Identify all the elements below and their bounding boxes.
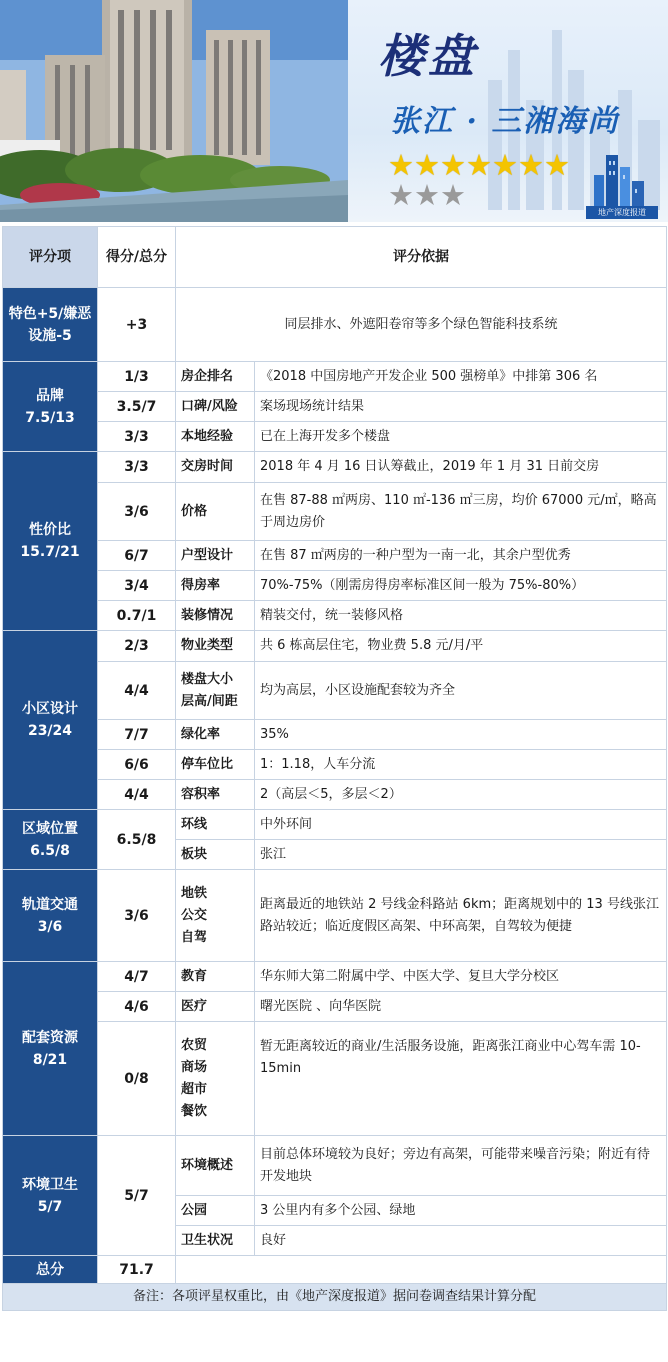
- star-empty-icon: ★: [388, 178, 414, 212]
- category-facilities: [3, 962, 98, 1136]
- desc-cell: 精装交付，统一装修风格: [255, 601, 667, 631]
- table-row: [3, 288, 667, 362]
- star-filled-icon: ★: [544, 148, 570, 182]
- item-cell: 停车位比: [176, 750, 255, 780]
- footnote: 备注：各项评星权重比，由《地产深度报道》据问卷调查结果计算分配: [3, 1284, 667, 1311]
- item-cell: [176, 662, 255, 720]
- item-line: 自驾: [181, 929, 208, 945]
- star-empty-icon: ★: [414, 178, 440, 212]
- star-rating: [388, 150, 588, 210]
- table-row: [3, 452, 667, 483]
- item-cell: 得房率: [176, 571, 255, 601]
- item-cell: 容积率: [176, 780, 255, 810]
- item-cell: 价格: [176, 483, 255, 541]
- desc-cell: 均为高层，小区设施配套较为齐全: [255, 662, 667, 720]
- desc-cell: 目前总体环境较为良好；旁边有高架，可能带来噪音污染；附近有待开发地块: [255, 1136, 667, 1196]
- score-cell: 3/6: [98, 483, 176, 541]
- item-cell: [176, 870, 255, 962]
- table-header: [3, 227, 667, 288]
- item-cell: 物业类型: [176, 631, 255, 662]
- desc-cell: 同层排水、外遮阳卷帘等多个绿色智能科技系统: [176, 288, 667, 362]
- category-label: 轨道交通: [22, 896, 78, 913]
- table-row: [3, 962, 667, 992]
- item-cell: [176, 1022, 255, 1136]
- desc-cell: 暂无距离较近的商业/生活服务设施，距离张江商业中心驾车需 10-15min: [255, 1022, 667, 1136]
- desc-cell: 案场现场统计结果: [255, 392, 667, 422]
- score-cell: 4/6: [98, 992, 176, 1022]
- desc-cell: 在售 87-88 ㎡两房、110 ㎡-136 ㎡三房，均价 67000 元/㎡，略高于周边房价: [255, 483, 667, 541]
- category-label: 配套资源: [22, 1029, 78, 1046]
- item-cell: 房企排名: [176, 362, 255, 392]
- item-line: 超市: [181, 1081, 208, 1097]
- score-table: [2, 226, 667, 1311]
- item-line: 农贸: [181, 1037, 208, 1053]
- table-row: [3, 992, 667, 1022]
- item-line: 楼盘大小: [181, 671, 234, 687]
- score-cell: 2/3: [98, 631, 176, 662]
- table-row: [3, 541, 667, 571]
- item-cell: 户型设计: [176, 541, 255, 571]
- item-cell: 公园: [176, 1196, 255, 1226]
- table-row: [3, 483, 667, 541]
- category-value: [3, 452, 98, 631]
- desc-cell: 3 公里内有多个公园、绿地: [255, 1196, 667, 1226]
- item-cell: 交房时间: [176, 452, 255, 483]
- star-filled-icon: ★: [518, 148, 544, 182]
- item-cell: 教育: [176, 962, 255, 992]
- category-total: 8/21: [32, 1051, 68, 1068]
- table-row: [3, 750, 667, 780]
- item-line: 餐饮: [181, 1103, 208, 1119]
- category-label: 品牌: [36, 387, 64, 404]
- item-cell: 本地经验: [176, 422, 255, 452]
- table-row: [3, 810, 667, 840]
- score-cell: 5/7: [98, 1136, 176, 1256]
- table-row: [3, 392, 667, 422]
- header-score: 得分/总分: [98, 227, 176, 288]
- table-row: [3, 571, 667, 601]
- table-row: [3, 601, 667, 631]
- note-row: [3, 1284, 667, 1311]
- category-total: 6.5/8: [30, 842, 70, 859]
- star-filled-icon: ★: [414, 148, 440, 182]
- desc-cell: 2（高层＜5，多层＜2）: [255, 780, 667, 810]
- score-cell: 3/4: [98, 571, 176, 601]
- score-cell: 4/4: [98, 780, 176, 810]
- star-filled-icon: ★: [466, 148, 492, 182]
- score-cell: 0/8: [98, 1022, 176, 1136]
- score-cell: 4/4: [98, 662, 176, 720]
- table-row: [3, 720, 667, 750]
- category-label: 小区设计: [22, 701, 78, 717]
- item-line: 层高/间距: [181, 693, 238, 709]
- category-location: [3, 810, 98, 870]
- category-label: 区域位置: [22, 820, 78, 837]
- star-empty-icon: ★: [440, 178, 466, 212]
- project-subtitle: 张江 · 三湘海尚: [390, 104, 620, 139]
- desc-cell: 在售 87 ㎡两房的一种户型为一南一北，其余户型优秀: [255, 541, 667, 571]
- star-filled-icon: ★: [440, 148, 466, 182]
- score-cell: 4/7: [98, 962, 176, 992]
- desc-cell: 35%: [255, 720, 667, 750]
- score-cell: 3/6: [98, 870, 176, 962]
- desc-cell: 1：1.18，人车分流: [255, 750, 667, 780]
- desc-cell: 华东师大第二附属中学、中医大学、复旦大学分校区: [255, 962, 667, 992]
- desc-cell: 张江: [255, 840, 667, 870]
- category-total: 7.5/13: [25, 409, 75, 426]
- page-title: 楼盘: [378, 29, 478, 83]
- desc-cell: 《2018 中国房地产开发企业 500 强榜单》中排第 306 名: [255, 362, 667, 392]
- category-brand: [3, 362, 98, 452]
- item-cell: 卫生状况: [176, 1226, 255, 1256]
- table-row: [3, 870, 667, 962]
- item-cell: 医疗: [176, 992, 255, 1022]
- star-filled-icon: ★: [492, 148, 518, 182]
- header-basis: 评分依据: [176, 227, 667, 288]
- total-blank: [176, 1256, 667, 1284]
- score-cell: +3: [98, 288, 176, 362]
- item-line: 地铁: [181, 885, 208, 901]
- desc-cell: 2018 年 4 月 16 日认筹截止，2019 年 1 月 31 日前交房: [255, 452, 667, 483]
- item-cell: 口碑/风险: [176, 392, 255, 422]
- table-row: [3, 362, 667, 392]
- category-environment: [3, 1136, 98, 1256]
- item-cell: 装修情况: [176, 601, 255, 631]
- logo-text: 地产深度报道: [586, 206, 658, 219]
- total-row: [3, 1256, 667, 1284]
- banner: [0, 0, 668, 222]
- desc-cell: 曙光医院 、向华医院: [255, 992, 667, 1022]
- category-transit: [3, 870, 98, 962]
- total-label: 总分: [3, 1256, 98, 1284]
- score-cell: 3/3: [98, 422, 176, 452]
- item-cell: 板块: [176, 840, 255, 870]
- star-filled-icon: ★: [388, 148, 414, 182]
- building-photo: [0, 0, 348, 222]
- score-cell: 0.7/1: [98, 601, 176, 631]
- category-label: 环境卫生: [22, 1176, 78, 1193]
- score-cell: 6/7: [98, 541, 176, 571]
- score-cell: 6.5/8: [98, 810, 176, 870]
- desc-cell: 良好: [255, 1226, 667, 1256]
- score-cell: 7/7: [98, 720, 176, 750]
- item-cell: 绿化率: [176, 720, 255, 750]
- score-cell: 1/3: [98, 362, 176, 392]
- table-row: [3, 422, 667, 452]
- score-cell: 3/3: [98, 452, 176, 483]
- item-cell: 环境概述: [176, 1136, 255, 1196]
- table-row: [3, 1136, 667, 1196]
- item-line: 公交: [181, 907, 208, 923]
- category-total: 5/7: [37, 1198, 63, 1215]
- table-row: [3, 662, 667, 720]
- category-label: 性价比: [29, 522, 71, 538]
- item-cell: 环线: [176, 810, 255, 840]
- score-cell: 3.5/7: [98, 392, 176, 422]
- category-total: 15.7/21: [20, 544, 80, 560]
- desc-cell: 已在上海开发多个楼盘: [255, 422, 667, 452]
- header-category: 评分项: [3, 227, 98, 288]
- desc-cell: 共 6 栋高层住宅，物业费 5.8 元/月/平: [255, 631, 667, 662]
- category-total: 23/24: [27, 723, 73, 739]
- category-total: 3/6: [37, 918, 63, 935]
- building-photo-illustration: [0, 0, 348, 222]
- desc-cell: 距离最近的地铁站 2 号线金科路站 6km；距离规划中的 13 号线张江路站较近；临近度假区高架、中环高架，自驾较为便捷: [255, 870, 667, 962]
- item-line: 商场: [181, 1059, 208, 1075]
- score-cell: 6/6: [98, 750, 176, 780]
- desc-cell: 70%-75%（刚需房得房率标准区间一般为 75%-80%）: [255, 571, 667, 601]
- table-row: [3, 631, 667, 662]
- table-row: [3, 780, 667, 810]
- table-row: [3, 1022, 667, 1136]
- title-panel: [348, 0, 668, 222]
- desc-cell: 中外环间: [255, 810, 667, 840]
- total-score: 71.7: [98, 1256, 176, 1284]
- category-special: 特色+5/嫌恶设施-5: [3, 288, 98, 362]
- category-community: [3, 631, 98, 810]
